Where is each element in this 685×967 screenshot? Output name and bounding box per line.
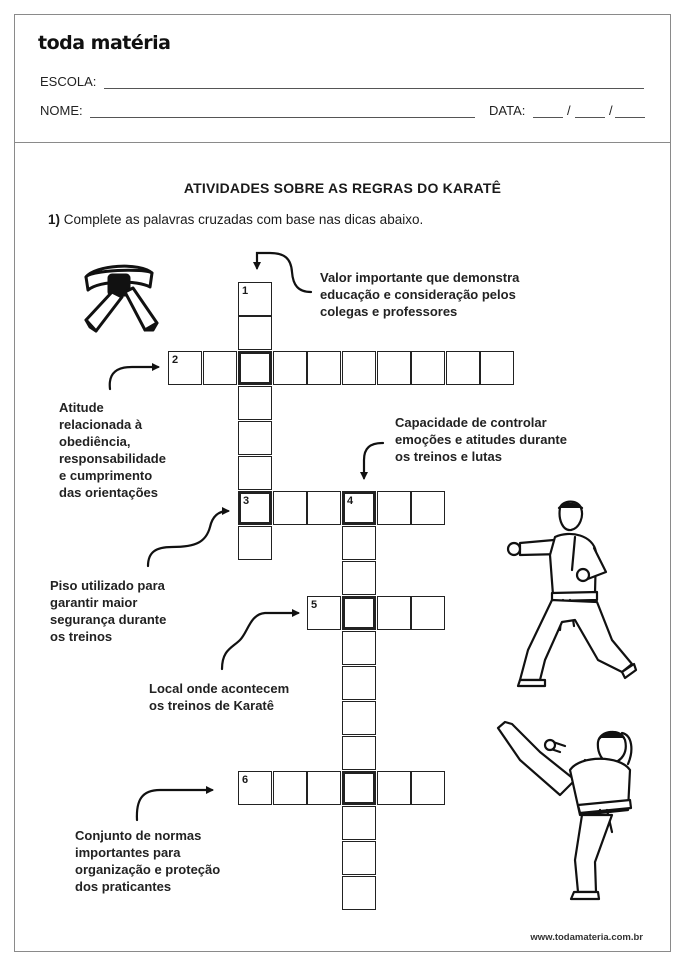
- date-separator: /: [609, 103, 613, 118]
- crossword-number-1: 1: [242, 285, 249, 297]
- date-separator: /: [567, 103, 571, 118]
- clue-line: relacionada à: [59, 417, 143, 432]
- clue-line: obediência,: [59, 434, 131, 449]
- brand-logo: toda matéria: [38, 32, 171, 54]
- clue-line: Valor importante que demonstra: [320, 270, 520, 285]
- question-text: Complete as palavras cruzadas com base nas dicas abaixo.: [63, 212, 424, 227]
- clue-line: importantes para: [75, 845, 181, 860]
- crossword-number-4: 4: [347, 495, 354, 507]
- footer-website: www.todamateria.com.br: [530, 932, 643, 943]
- worksheet-title: ATIVIDADES SOBRE AS REGRAS DO KARATÊ: [183, 180, 502, 196]
- clue-line: organização e proteção: [75, 862, 221, 877]
- clue-line: Piso utilizado para: [50, 578, 165, 593]
- clue-line: segurança durante: [50, 612, 167, 627]
- clue-line: os treinos: [50, 629, 113, 644]
- karate-kick-figure-icon: [498, 722, 631, 899]
- question-number: 1): [48, 212, 61, 227]
- clue-line: Local onde acontecem: [149, 681, 290, 696]
- clue-line: dos praticantes: [75, 879, 172, 894]
- clue-line: colegas e professores: [320, 304, 458, 319]
- karate-punch-figure-icon: [508, 502, 636, 686]
- clue-line: Atitude: [59, 400, 104, 415]
- clue-line: Conjunto de normas: [75, 828, 202, 843]
- crossword-number-2: 2: [172, 354, 179, 366]
- clue-line: garantir maior: [50, 595, 138, 610]
- crossword-number-6: 6: [242, 774, 249, 786]
- clue-line: emoções e atitudes durante: [395, 432, 567, 447]
- clue-line: os treinos e lutas: [395, 449, 502, 464]
- crossword-number-5: 5: [311, 599, 318, 611]
- clue-line: os treinos de Karatê: [149, 698, 274, 713]
- clue-line: Capacidade de controlar: [395, 415, 547, 430]
- date-label: DATA:: [489, 103, 526, 118]
- karate-belt-icon: [86, 266, 157, 331]
- crossword-number-3: 3: [243, 495, 250, 507]
- clue-line: educação e consideração pelos: [320, 287, 516, 302]
- clue-line: e cumprimento: [59, 468, 153, 483]
- school-label: ESCOLA:: [40, 74, 97, 89]
- clue-line: responsabilidade: [59, 451, 166, 466]
- name-label: NOME:: [40, 103, 83, 118]
- clue-line: das orientações: [59, 485, 158, 500]
